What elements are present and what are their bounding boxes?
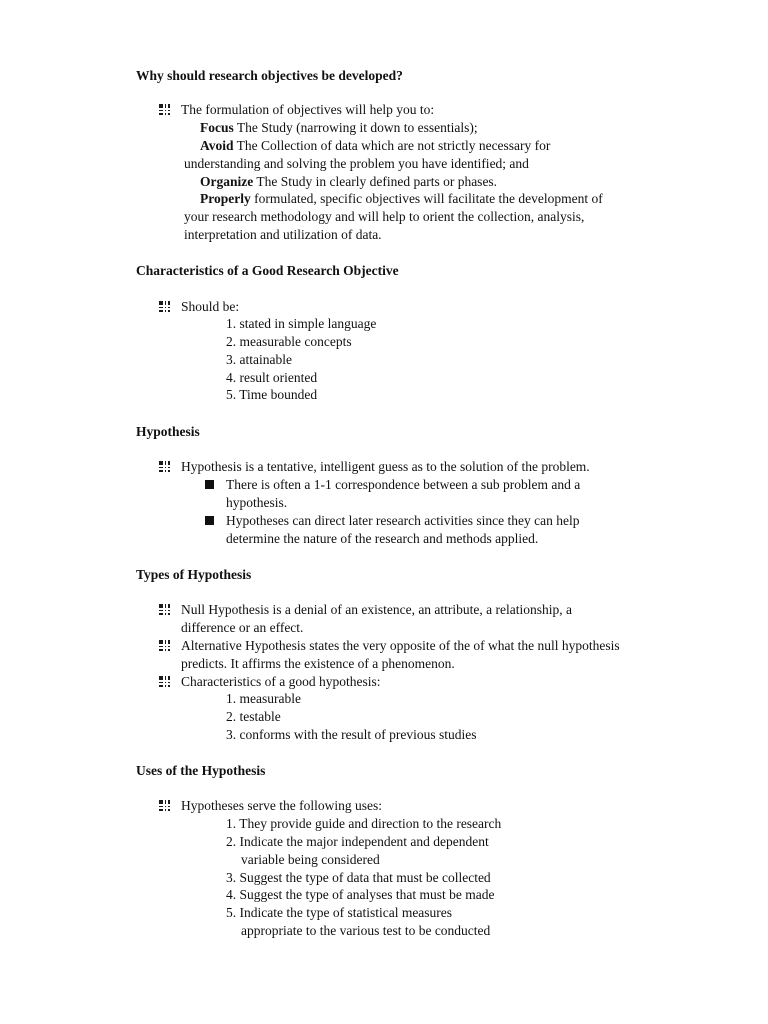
heading-types-of-hypothesis: Types of Hypothesis xyxy=(136,567,252,582)
intro-text: The formulation of objectives will help you to: xyxy=(181,102,435,117)
sub-bullet-text: Hypotheses can direct later research activities since they can help xyxy=(226,513,580,528)
list-item: 5. Indicate the type of statistical measures xyxy=(226,905,453,920)
square-bullet-icon xyxy=(205,480,214,489)
bullet-text-cont: predicts. It affirms the existence of a phenomenon. xyxy=(181,656,455,671)
objective-properly-cont-1: your research methodology and will help to orient the collection, analysis, xyxy=(184,209,585,224)
list-item: 1. They provide guide and direction to the research xyxy=(226,816,502,831)
sub-bullet-text-cont: determine the nature of the research and methods applied. xyxy=(226,531,539,546)
list-item: 3. attainable xyxy=(226,352,292,367)
list-item-cont: appropriate to the various test to be conducted xyxy=(241,923,491,938)
list-item: 2. testable xyxy=(226,709,281,724)
bullet-icon xyxy=(159,604,170,615)
list-item: 4. Suggest the type of analyses that must be made xyxy=(226,887,495,902)
bullet-text: Null Hypothesis is a denial of an existence, an attribute, a relationship, a xyxy=(181,602,573,617)
objective-properly: Properly formulated, specific objectives will facilitate the development of xyxy=(200,191,603,206)
sub-bullet-text: There is often a 1-1 correspondence between a sub problem and a xyxy=(226,477,581,492)
list-item: 5. Time bounded xyxy=(226,387,318,402)
heading-characteristics: Characteristics of a Good Research Objective xyxy=(136,263,399,278)
heading-research-objectives: Why should research objectives be developed? xyxy=(136,68,403,83)
list-item: 2. measurable concepts xyxy=(226,334,352,349)
bullet-icon xyxy=(159,461,170,472)
bullet-text-cont: difference or an effect. xyxy=(181,620,304,635)
list-item-cont: variable being considered xyxy=(241,852,380,867)
list-item: 1. measurable xyxy=(226,691,301,706)
intro-text: Hypothesis is a tentative, intelligent guess as to the solution of the problem. xyxy=(181,459,590,474)
bullet-icon xyxy=(159,104,170,115)
square-bullet-icon xyxy=(205,516,214,525)
bullet-icon xyxy=(159,301,170,312)
sub-bullet-text-cont: hypothesis. xyxy=(226,495,288,510)
list-item: 2. Indicate the major independent and dependent xyxy=(226,834,489,849)
bullet-text: Characteristics of a good hypothesis: xyxy=(181,674,381,689)
list-item: 3. Suggest the type of data that must be collected xyxy=(226,870,491,885)
objective-organize: Organize The Study in clearly defined parts or phases. xyxy=(200,174,498,189)
list-item: 4. result oriented xyxy=(226,370,318,385)
heading-uses-of-hypothesis: Uses of the Hypothesis xyxy=(136,763,266,778)
bullet-text: Alternative Hypothesis states the very opposite of the of what the null hypothesis xyxy=(181,638,620,653)
intro-text: Hypotheses serve the following uses: xyxy=(181,798,382,813)
bullet-icon xyxy=(159,640,170,651)
list-item: 3. conforms with the result of previous studies xyxy=(226,727,477,742)
objective-focus: Focus The Study (narrowing it down to essentials); xyxy=(200,120,478,135)
intro-text: Should be: xyxy=(181,299,240,314)
objective-avoid-cont: understanding and solving the problem you have identified; and xyxy=(184,156,529,171)
bullet-icon xyxy=(159,676,170,687)
bullet-icon xyxy=(159,800,170,811)
heading-hypothesis: Hypothesis xyxy=(136,424,200,439)
objective-avoid: Avoid The Collection of data which are not strictly necessary for xyxy=(200,138,551,153)
list-item: 1. stated in simple language xyxy=(226,316,377,331)
objective-properly-cont-2: interpretation and utilization of data. xyxy=(184,227,382,242)
